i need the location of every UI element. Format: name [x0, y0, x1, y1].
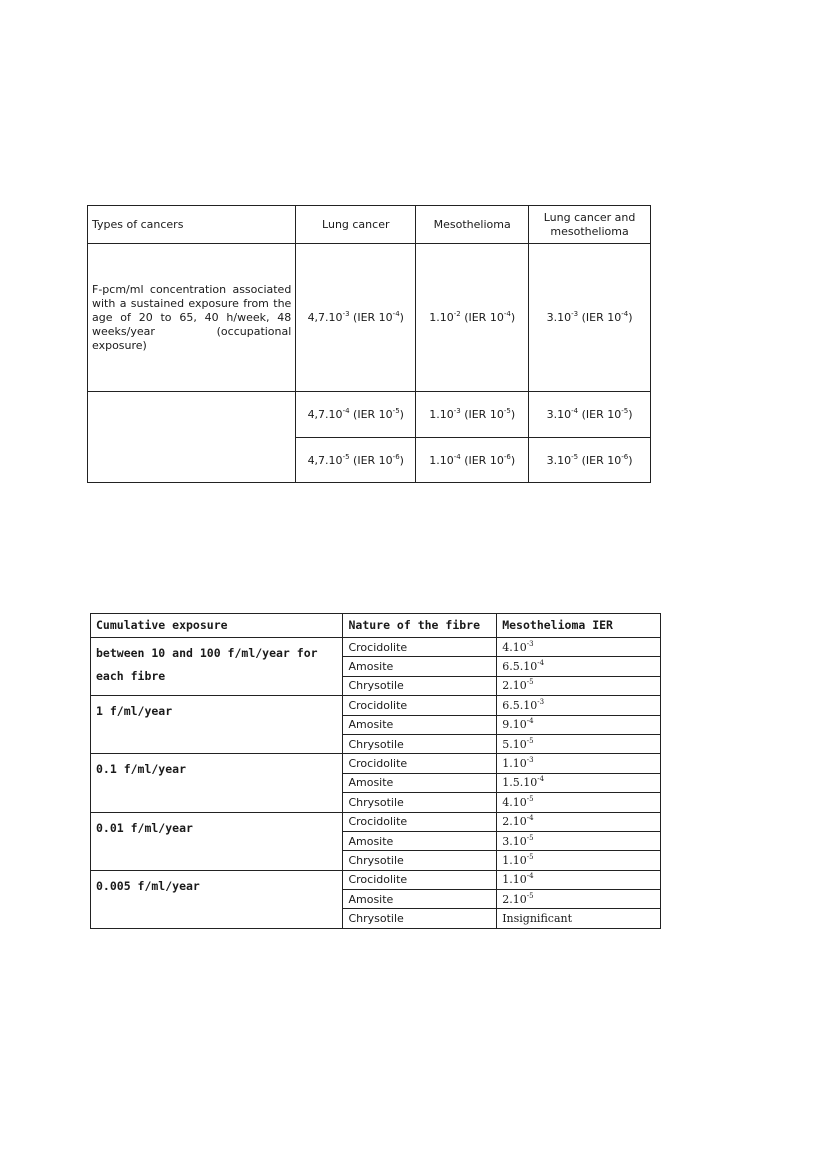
closing-paren: ) [510, 453, 516, 467]
ier-exponent: -5 [621, 407, 629, 415]
value-exponent: -4 [453, 452, 461, 461]
row-label-exposure: F-pcm/ml concentration associated with a sustained exposure from the age of 20 to 65, 40 h/week, 48 weeks/year (occupational exposure) [88, 244, 296, 392]
ier-exponent: -3 [526, 756, 534, 765]
concentration-cell [416, 244, 529, 392]
ier-cell [497, 696, 661, 715]
concentration-cell [529, 438, 651, 483]
empty-label-cell [88, 392, 296, 483]
fibre-cell: Crocidolite [343, 812, 497, 831]
table-row [88, 392, 651, 438]
concentration-cell [296, 244, 416, 392]
closing-paren: ) [399, 453, 404, 467]
closing-paren: ) [510, 311, 516, 324]
fibre-cell: Amosite [343, 773, 497, 792]
concentration-cell [529, 244, 651, 392]
ier-cell [497, 870, 661, 889]
ier-cell [497, 715, 661, 734]
ier-label: (IER 10 [460, 408, 504, 421]
closing-paren: ) [399, 311, 404, 324]
concentration-cell [296, 392, 416, 438]
fibre-cell: Amosite [343, 831, 497, 850]
ier-exponent: -5 [503, 407, 511, 415]
table1-header-row [88, 206, 651, 244]
closing-paren: ) [628, 408, 633, 421]
value-base: 4,7.10 [307, 311, 343, 324]
header-cumulative-exposure: Cumulative exposure [91, 614, 343, 638]
ier-exponent: -4 [526, 872, 534, 881]
header-lung-and-meso: Lung cancer and mesothelioma [529, 206, 651, 244]
ier-exponent: -5 [526, 794, 534, 803]
value-exponent: -3 [342, 310, 350, 318]
ier-base: 2.10 [502, 815, 527, 829]
ier-label: (IER 10 [349, 408, 393, 421]
value-exponent: -5 [571, 452, 579, 461]
concentration-cell [296, 438, 416, 483]
value-base: 3.10 [546, 408, 572, 421]
ier-cell [497, 909, 661, 928]
fibre-cell: Crocidolite [343, 696, 497, 715]
ier-cell [497, 793, 661, 812]
header-nature-of-fibre: Nature of the fibre [343, 614, 497, 638]
fibre-cell: Chrysotile [343, 851, 497, 870]
table-row [91, 754, 661, 773]
table-row [91, 638, 661, 657]
ier-base: 1.10 [502, 853, 527, 867]
ier-exponent: -4 [526, 717, 534, 726]
fibre-cell: Chrysotile [343, 734, 497, 753]
ier-label: (IER 10 [578, 453, 622, 467]
ier-exponent: -4 [537, 659, 545, 668]
ier-base: 6.5.10 [502, 660, 538, 674]
fibre-cell: Amosite [343, 715, 497, 734]
table-row [88, 244, 651, 392]
ier-cell [497, 831, 661, 850]
concentration-cell [416, 438, 529, 483]
ier-exponent: -6 [392, 452, 400, 461]
ier-exponent: -4 [526, 814, 534, 823]
concentration-cell [416, 392, 529, 438]
table-row [91, 812, 661, 831]
closing-paren: ) [628, 453, 633, 467]
value-exponent: -4 [342, 407, 350, 415]
value-base: 1.10 [429, 453, 454, 467]
fibre-cell: Crocidolite [343, 638, 497, 657]
ier-exponent: -6 [503, 452, 511, 461]
header-lung-cancer: Lung cancer [296, 206, 416, 244]
header-mesothelioma-ier: Mesothelioma IER [497, 614, 661, 638]
value-base: 3.10 [546, 311, 572, 324]
value-base: 4,7.10 [307, 408, 343, 421]
value-exponent: -3 [571, 310, 579, 318]
ier-label: (IER 10 [578, 408, 622, 421]
ier-label: (IER 10 [349, 453, 393, 467]
ier-label: (IER 10 [578, 311, 622, 324]
ier-cell [497, 851, 661, 870]
ier-cell [497, 773, 661, 792]
value-exponent: -4 [571, 407, 579, 415]
value-base: 3.10 [546, 453, 572, 467]
value-base: 1.10 [429, 311, 454, 324]
fibre-cell: Crocidolite [343, 754, 497, 773]
cumulative-exposure-cell: 0.005 f/ml/year [91, 870, 343, 928]
ier-exponent: -5 [526, 891, 534, 900]
ier-base: 4.10 [502, 640, 527, 654]
ier-base: 1.5.10 [502, 776, 538, 790]
ier-exponent: -4 [537, 775, 545, 784]
value-base: 1.10 [429, 408, 454, 421]
ier-cell [497, 676, 661, 695]
ier-cell [497, 754, 661, 773]
ier-base: 6.5.10 [502, 698, 538, 712]
ier-exponent: -4 [503, 310, 511, 318]
ier-label: (IER 10 [460, 311, 504, 324]
ier-exponent: -5 [392, 407, 400, 415]
mesothelioma-ier-table [90, 613, 661, 929]
ier-cell [497, 638, 661, 657]
ier-label: (IER 10 [460, 453, 504, 467]
ier-exponent: -5 [526, 852, 534, 861]
ier-cell [497, 812, 661, 831]
ier-exponent: -3 [526, 639, 534, 648]
ier-base: Insignificant [502, 912, 573, 926]
ier-exponent: -6 [621, 452, 629, 461]
value-base: 4,7.10 [307, 453, 343, 467]
ier-base: 9.10 [502, 718, 527, 732]
cumulative-exposure-cell: between 10 and 100 f/ml/year for each fibre [91, 638, 343, 696]
closing-paren: ) [399, 408, 404, 421]
header-mesothelioma: Mesothelioma [416, 206, 529, 244]
value-exponent: -3 [453, 407, 461, 415]
ier-base: 5.10 [502, 737, 527, 751]
ier-base: 1.10 [502, 757, 527, 771]
value-exponent: -2 [453, 310, 461, 318]
ier-base: 3.10 [502, 834, 527, 848]
table-row [91, 870, 661, 889]
ier-cell [497, 890, 661, 909]
ier-exponent: -4 [621, 310, 629, 318]
ier-cell [497, 657, 661, 676]
ier-exponent: -5 [526, 833, 534, 842]
cumulative-exposure-cell: 0.01 f/ml/year [91, 812, 343, 870]
closing-paren: ) [510, 408, 516, 421]
ier-exponent: -5 [526, 736, 534, 745]
ier-cell [497, 734, 661, 753]
fibre-cell: Crocidolite [343, 870, 497, 889]
concentration-cell [529, 392, 651, 438]
ier-exponent: -3 [537, 697, 545, 706]
table2-header-row [91, 614, 661, 638]
header-types-of-cancers: Types of cancers [88, 206, 296, 244]
fibre-cell: Chrysotile [343, 676, 497, 695]
fibre-cell: Chrysotile [343, 909, 497, 928]
fibre-cell: Chrysotile [343, 793, 497, 812]
ier-base: 4.10 [502, 795, 527, 809]
fibre-cell: Amosite [343, 890, 497, 909]
fibre-cell: Amosite [343, 657, 497, 676]
ier-exponent: -5 [526, 678, 534, 687]
value-exponent: -5 [342, 452, 350, 461]
ier-exponent: -4 [392, 310, 400, 318]
cumulative-exposure-cell: 1 f/ml/year [91, 696, 343, 754]
ier-base: 1.10 [502, 873, 527, 887]
table-row [91, 696, 661, 715]
ier-label: (IER 10 [349, 311, 393, 324]
ier-base: 2.10 [502, 892, 527, 906]
closing-paren: ) [628, 311, 633, 324]
cancer-concentration-table [87, 205, 651, 483]
cumulative-exposure-cell: 0.1 f/ml/year [91, 754, 343, 812]
ier-base: 2.10 [502, 679, 527, 693]
